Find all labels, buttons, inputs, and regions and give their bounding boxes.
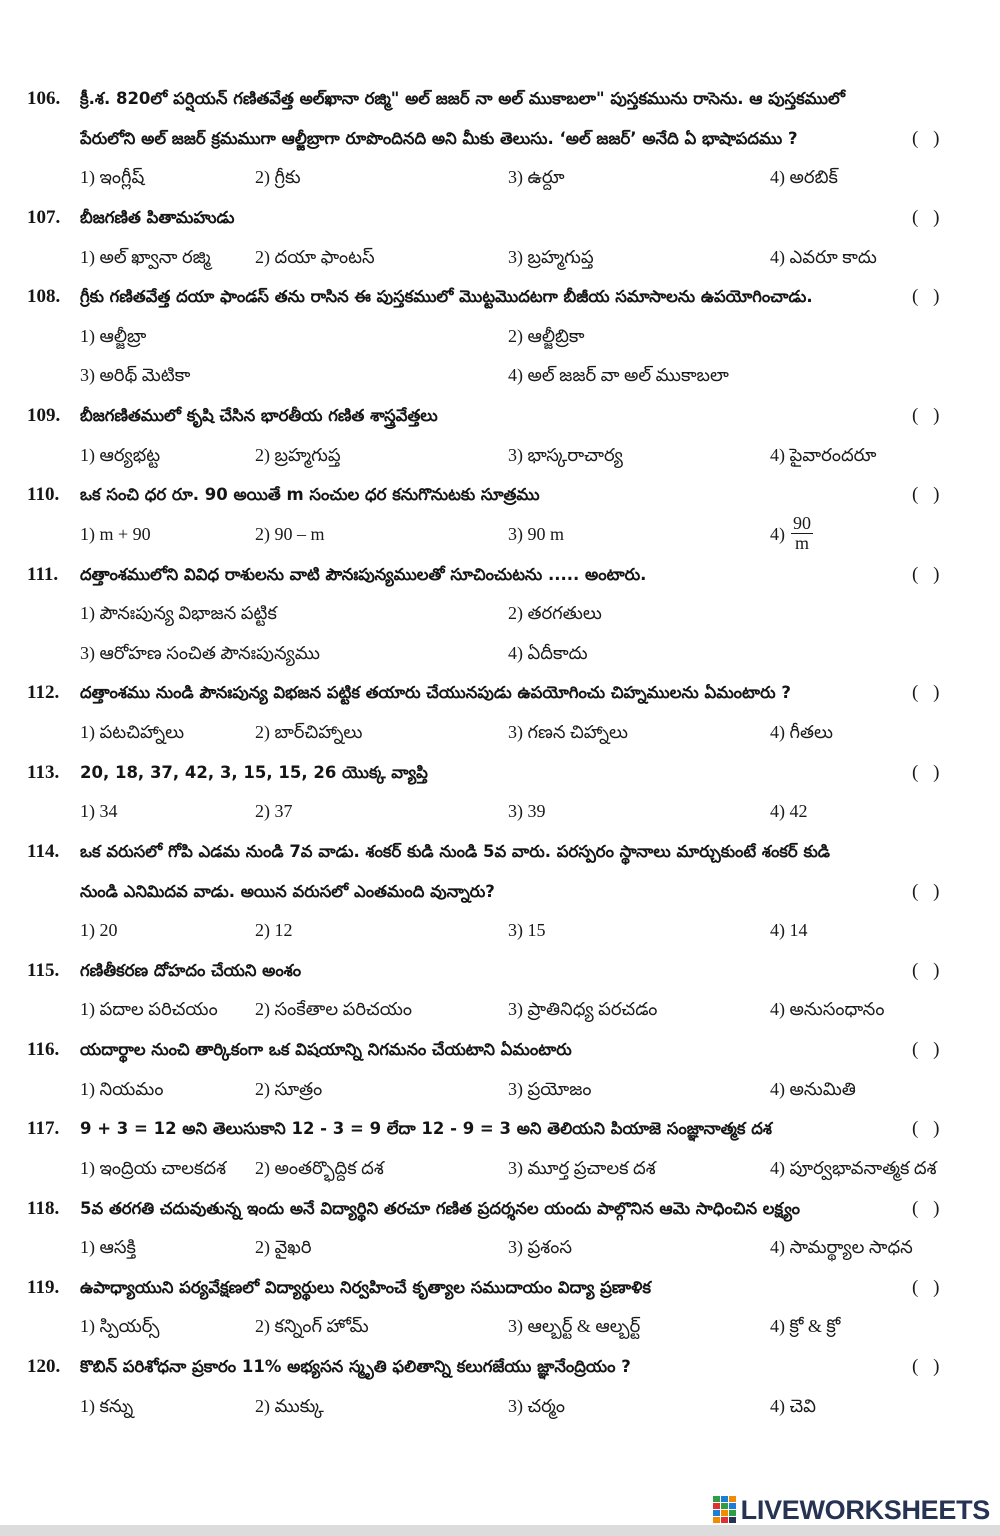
option: 3) చర్మం xyxy=(508,1395,565,1416)
question-number: 110. xyxy=(27,484,60,506)
option: 2) బ్రహ్మగుప్త xyxy=(255,444,341,465)
option: 4) సామర్థ్యాల సాధన xyxy=(770,1237,913,1258)
option: 1) 20 xyxy=(80,920,118,941)
question-text: క్రీ.శ. 820లో పర్షియన్ గణితవేత్త అల్‌ఖానా రజ్మి" అల్ జజర్ నా అల్ ముకాబలా" పుస్తకమును రాసెను. ఆ పుస్తకములో xyxy=(80,89,845,108)
option: 4) ఏదీకాదు xyxy=(508,642,588,663)
option: 3) 39 xyxy=(508,801,546,822)
option: 2) గ్రీకు xyxy=(255,167,301,188)
options-111-a xyxy=(0,594,1000,634)
option: 2) ఆల్జీబ్రికా xyxy=(508,325,585,346)
option: 3) ఉర్దూ xyxy=(508,167,565,188)
option: 4) పైవారందరూ xyxy=(770,444,877,465)
option: 1) ఆర్యభట్ట xyxy=(80,444,161,465)
question-109 xyxy=(0,396,1000,436)
question-text: 5వ తరగతి చదువుతున్న ఇందు అనే విద్యార్థిని తరచూ గణిత ప్రదర్శనల యందు పాల్గొనిన ఆమె సాధించిన లక్ష్యం xyxy=(80,1198,801,1218)
option: 2) ముక్కు xyxy=(255,1395,324,1416)
question-number: 108. xyxy=(27,286,61,308)
option: 3) ప్రయోజం xyxy=(508,1078,592,1099)
question-text: బీజగణితములో కృషి చేసిన భారతీయ గణిత శాస్త్రవేత్తలు xyxy=(80,406,438,425)
answer-bracket: ( ) xyxy=(912,563,940,585)
bottom-strip xyxy=(0,1525,1000,1536)
question-number: 119. xyxy=(27,1276,60,1298)
option: 2) బార్‌చిహ్నాలు xyxy=(255,722,363,742)
option: 4) చెవి xyxy=(770,1395,816,1416)
question-112 xyxy=(0,673,1000,713)
question-text: బీజగణిత పితామహుడు xyxy=(80,207,235,227)
question-number: 113. xyxy=(27,761,60,783)
fraction-numerator: 90 xyxy=(793,513,811,534)
question-number: 111. xyxy=(27,563,59,585)
options-116 xyxy=(0,1070,1000,1110)
option: 1) 34 xyxy=(80,801,118,822)
answer-bracket: ( ) xyxy=(912,880,940,902)
brand-name: LIVEWORKSHEETS xyxy=(740,1495,990,1525)
option: 4) పూర్వభావనాత్మక దశ xyxy=(770,1157,937,1178)
question-118 xyxy=(0,1189,1000,1229)
option: 4) క్రో & క్రో xyxy=(770,1316,841,1337)
answer-bracket: ( ) xyxy=(912,1118,940,1140)
question-text: పేరులోని అల్ జజర్ క్రమముగా ఆల్జీబ్రాగా రూపొందినది అని మీకు తెలుసు. ‘అల్ జజర్’ అనేది ఏ భాషాపదము ? xyxy=(80,128,798,148)
option: 1) నియమం xyxy=(80,1078,164,1099)
question-number: 114. xyxy=(27,840,60,862)
fraction-denominator: m xyxy=(794,533,809,554)
option: 1) ఆసక్తి xyxy=(80,1237,136,1258)
option: 3) బ్రహ్మగుప్త xyxy=(508,246,594,267)
answer-bracket: ( ) xyxy=(912,761,940,783)
option: 4) అరబిక్ xyxy=(770,167,838,188)
option: 4) అనుసంధానం xyxy=(770,999,885,1020)
option: 2) అంతర్భొద్దిక దశ xyxy=(255,1157,384,1178)
option: 2) కన్నింగ్ హోమ్ xyxy=(255,1316,369,1337)
option: 1) ఇంగ్లీష్ xyxy=(80,167,145,188)
question-number: 112. xyxy=(27,682,60,704)
options-111-b xyxy=(0,634,1000,674)
question-list xyxy=(0,79,1000,1426)
option: 1) ఇంద్రియ చాలకదశ xyxy=(80,1157,226,1178)
question-text: కొబిన్ పరిశోధనా ప్రకారం 11% అభ్యసన స్మృతి ఫలితాన్ని కలుగజేయు జ్ఞానేంద్రియం ? xyxy=(80,1357,631,1376)
liveworksheets-logo[interactable] xyxy=(713,1494,990,1526)
options-109 xyxy=(0,436,1000,476)
option: 4) 42 xyxy=(770,801,808,822)
option: 4) అల్ జజర్ వా అల్ ముకాబలా xyxy=(508,365,729,386)
option: 3) గణన చిహ్నాలు xyxy=(508,722,628,742)
option: 3) ప్రశంస xyxy=(508,1237,572,1258)
question-text: ఒక వరుసలో గోపి ఎడమ నుండి 7వ వాడు. శంకర్ కుడి నుండి 5వ వారు. పరస్పరం స్థానాలు మార్చుకుంటే శంకర్ కుడి xyxy=(80,841,830,861)
answer-bracket: ( ) xyxy=(912,959,940,981)
options-107 xyxy=(0,238,1000,278)
option: 3) మూర్త ప్రచాలక దశ xyxy=(508,1157,656,1178)
answer-bracket: ( ) xyxy=(912,1039,940,1060)
question-107 xyxy=(0,198,1000,238)
question-text: గ్రీకు గణితవేత్త దయా ఫాండస్ తను రాసిన ఈ పుస్తకములో మొట్టమొదటగా బీజీయ సమాసాలను ఉపయోగించాడు. xyxy=(80,287,813,307)
answer-bracket: ( ) xyxy=(912,484,940,506)
question-119 xyxy=(0,1268,1000,1308)
options-106 xyxy=(0,158,1000,198)
options-108-a xyxy=(0,317,1000,357)
answer-bracket: ( ) xyxy=(912,1356,940,1377)
options-113 xyxy=(0,792,1000,832)
option: 1) పటచిహ్నాలు xyxy=(80,722,185,742)
question-110 xyxy=(0,475,1000,515)
answer-bracket: ( ) xyxy=(912,127,940,149)
question-106 xyxy=(0,79,1000,119)
question-number: 117. xyxy=(27,1118,60,1140)
answer-bracket: ( ) xyxy=(912,286,940,308)
option: 2) 90 – m xyxy=(255,523,325,544)
question-text: దత్తాంశము నుండి పౌనఃపున్య విభజన పట్టిక తయారు చేయునపుడు ఉపయోగించు చిహ్నములను ఏమంటారు ? xyxy=(80,683,791,703)
question-116 xyxy=(0,1030,1000,1070)
option: 4) అనుమితి xyxy=(770,1078,856,1099)
option: 1) m + 90 xyxy=(80,523,151,544)
option: 3) భాస్కరాచార్య xyxy=(508,444,623,465)
question-text: 9 + 3 = 12 అని తెలుసుకాని 12 - 3 = 9 లేదా 12 - 9 = 3 అని తెలియని పియాజె సంజ్ఞానాత్మక దశ xyxy=(80,1119,772,1139)
option: 1) స్పియర్స్ xyxy=(80,1316,160,1337)
question-114-line-2 xyxy=(0,872,1000,912)
answer-bracket: ( ) xyxy=(912,1197,940,1219)
options-118 xyxy=(0,1228,1000,1268)
option: 3) ఆరోహణ సంచిత పౌనఃపున్యము xyxy=(80,642,320,663)
question-number: 107. xyxy=(27,206,61,228)
answer-bracket: ( ) xyxy=(912,405,940,426)
option: 3) అరిథ్ మెటికా xyxy=(80,365,191,386)
option: 3) ఆల్బర్ట్ & ఆల్బర్ట్ xyxy=(508,1316,641,1337)
question-text: ఉపాధ్యాయుని పర్యవేక్షణలో విద్యార్థులు నిర్వహించే కృత్యాల సముదాయం విద్యా ప్రణాళిక xyxy=(80,1277,652,1297)
question-115 xyxy=(0,951,1000,991)
question-number: 116. xyxy=(27,1039,60,1060)
option: 4) ఎవరూ కాదు xyxy=(770,246,877,267)
option: 3) ప్రాతినిధ్య పరచడం xyxy=(508,999,658,1020)
fraction xyxy=(791,514,813,553)
options-119 xyxy=(0,1307,1000,1347)
question-117 xyxy=(0,1109,1000,1149)
option: 4) 14 xyxy=(770,920,808,941)
option: 2) తరగతులు xyxy=(508,603,602,624)
question-number: 120. xyxy=(27,1356,61,1377)
question-text: ఒక సంచి ధర రూ. 90 అయితే m సంచుల ధర కనుగొనుటకు సూత్రము xyxy=(80,485,540,505)
question-text: గణితీకరణ దోహదం చేయని అంశం xyxy=(80,960,302,980)
question-111 xyxy=(0,555,1000,595)
question-text: నుండి ఎనిమిదవ వాడు. అయిన వరుసలో ఎంతమంది వున్నారు? xyxy=(80,881,495,901)
question-number: 115. xyxy=(27,959,60,981)
option: 1) ఆల్జీబ్రా xyxy=(80,325,147,346)
answer-bracket: ( ) xyxy=(912,682,940,704)
option: 2) సూత్రం xyxy=(255,1078,323,1099)
option: 2) 37 xyxy=(255,801,293,822)
question-text: యదార్థాల నుంచి తార్కికంగా ఒక విషయాన్ని నిగమనం చేయటాని ఏమంటారు xyxy=(80,1040,572,1059)
question-number: 118. xyxy=(27,1197,60,1219)
options-108-b xyxy=(0,356,1000,396)
option: 2) 12 xyxy=(255,920,293,941)
option: 2) వైఖరి xyxy=(255,1237,312,1258)
options-120 xyxy=(0,1387,1000,1427)
option: 2) దయా ఫాంటస్ xyxy=(255,246,375,267)
question-text: 20, 18, 37, 42, 3, 15, 15, 26 యొక్క వ్యాప్తి xyxy=(80,762,428,782)
question-108 xyxy=(0,277,1000,317)
answer-bracket: ( ) xyxy=(912,206,940,228)
option: 3) 90 m xyxy=(508,523,564,544)
option: 1) అల్ ఖ్వానా రజ్మి xyxy=(80,246,211,267)
question-text: దత్తాంశములోని వివిధ రాశులను వాటి పౌనఃపున్యములతో సూచించుటను ..... అంటారు. xyxy=(80,564,647,584)
option: 2) సంకేతాల పరిచయం xyxy=(255,999,413,1020)
option: 4) గీతలు xyxy=(770,722,833,742)
option: 1) పౌనఃపున్య విభాజన పట్టిక xyxy=(80,603,277,624)
options-114 xyxy=(0,911,1000,951)
option: 1) పదాల పరిచయం xyxy=(80,999,218,1020)
answer-bracket: ( ) xyxy=(912,1276,940,1298)
question-106-line-2 xyxy=(0,119,1000,159)
question-120 xyxy=(0,1347,1000,1387)
question-114 xyxy=(0,832,1000,872)
option: 1) కన్ను xyxy=(80,1395,134,1416)
question-number: 106. xyxy=(27,88,61,109)
options-117 xyxy=(0,1149,1000,1189)
options-112 xyxy=(0,713,1000,753)
liveworksheets-logo-icon xyxy=(713,1496,737,1524)
option: 3) 15 xyxy=(508,920,546,941)
question-113 xyxy=(0,753,1000,793)
options-115 xyxy=(0,990,1000,1030)
question-number: 109. xyxy=(27,405,61,426)
option-label: 4) xyxy=(770,523,785,544)
option-fraction xyxy=(770,515,980,555)
options-110 xyxy=(0,515,1000,555)
